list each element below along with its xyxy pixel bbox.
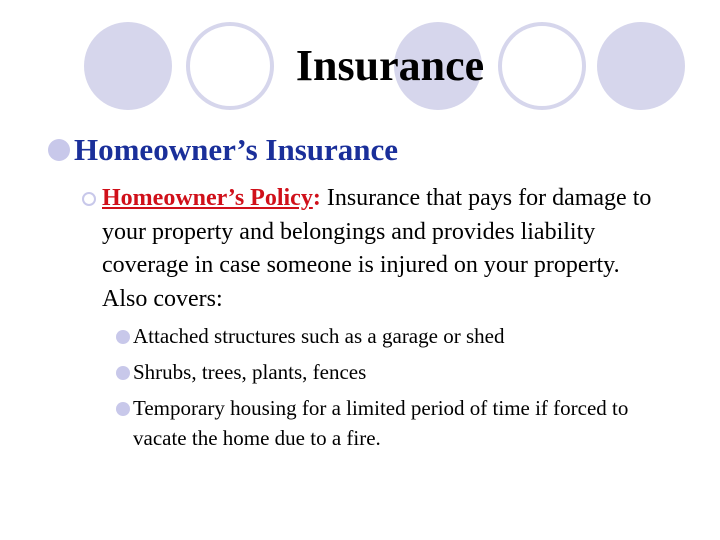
bullet-policy xyxy=(80,182,662,316)
bullet-dot-icon xyxy=(48,139,70,161)
bullet-dot-icon xyxy=(116,366,130,380)
cover-item xyxy=(116,321,673,351)
cover-text: Temporary housing for a limited period of time if forced to vacate the home due to a fire. xyxy=(133,396,629,450)
heading-text: Homeowner’s Insurance xyxy=(74,132,399,167)
slide-title: Insurance xyxy=(295,41,485,90)
cover-item xyxy=(116,357,673,387)
policy-term: Homeowner’s Policy xyxy=(102,185,313,211)
bullet-ring-icon xyxy=(82,192,96,206)
policy-text: Insurance that pays for damage to your property and belongings and provides liability coverage in case someone is injured on your property. Also covers: xyxy=(102,185,652,312)
bullet-dot-icon xyxy=(116,330,130,344)
cover-text: Shrubs, trees, plants, fences xyxy=(133,360,367,384)
cover-item xyxy=(116,393,643,453)
cover-text: Attached structures such as a garage or shed xyxy=(133,324,505,348)
bullet-dot-icon xyxy=(116,402,130,416)
policy-colon: : xyxy=(312,185,321,211)
bullet-heading xyxy=(48,132,398,168)
